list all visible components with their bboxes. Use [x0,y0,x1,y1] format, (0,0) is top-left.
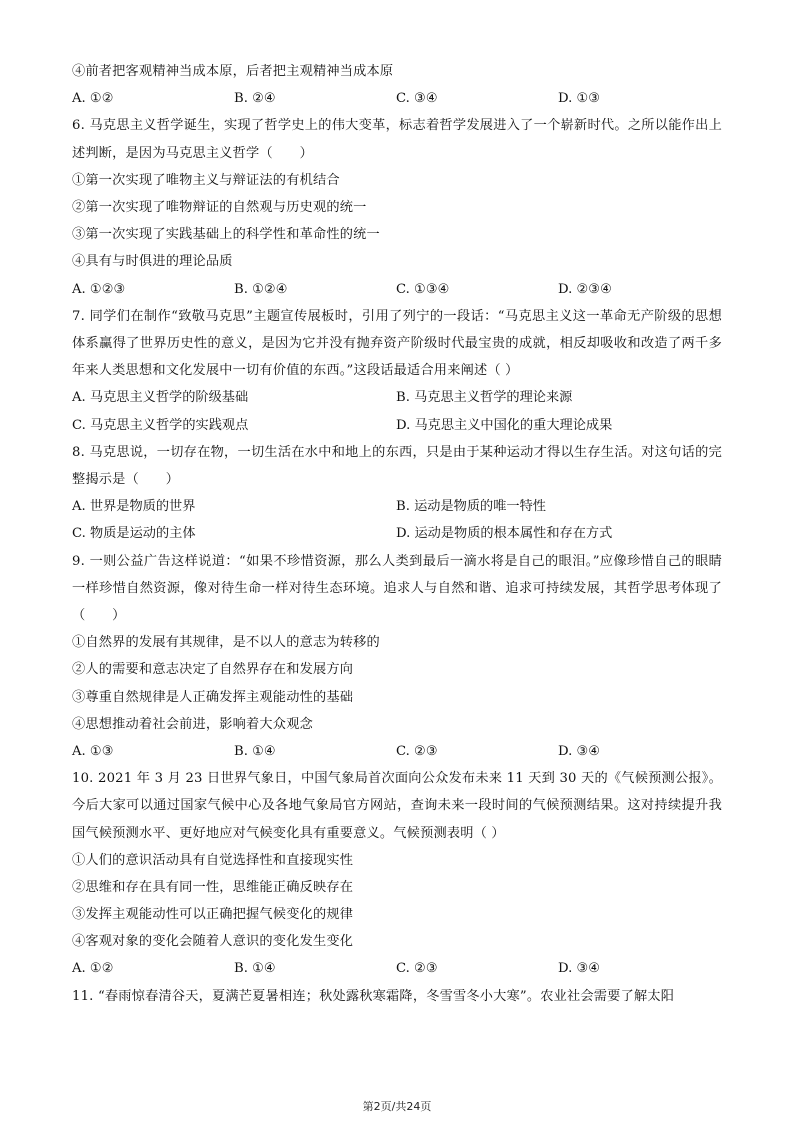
q10-stem: 10. 2021 年 3 月 23 日世界气象日，中国气象局首次面向公众发布未来 11 天到 30 天的《气候预测公报》。今后大家可以通过国家气候中心及各地气象局官方网站，查询未来一段时间的气候预测结果。这对持续提升我国气候预测水平、更好地应对气候变化具有重要意义。气候预测表明（ ） [72,771,722,841]
q6-option-a: A. ①②③ [72,281,126,297]
exam-page [72,58,722,1010]
q10-options [72,955,722,982]
q6-statement-3: ③第一次实现了实践基础上的科学性和革命性的统一 [72,227,380,243]
q6-option-b: B. ①②④ [234,281,288,297]
q9-option-a: A. ①③ [72,743,114,759]
q9-option-c: C. ②③ [396,743,438,759]
q8-option-d: D. 运动是物质的根本属性和存在方式 [396,526,613,542]
q9-statement-2: ②人的需要和意志决定了自然界存在和发展方向 [72,662,354,678]
q9-stem: 9. 一则公益广告这样说道：“如果不珍惜资源，那么人类到最后一滴水将是自己的眼泪。”应像珍惜自己的眼睛一样珍惜自然资源，像对待生命一样对待生态环境。追求人与自然和谐、追求可持续发展，其哲学思考体现了（ ） [72,553,722,623]
q5-option-b: B. ②④ [234,91,276,107]
q5-options [72,85,722,112]
q7-option-d: D. 马克思主义中国化的重大理论成果 [396,417,613,433]
q9-statement-1: ①自然界的发展有其规律，是不以人的意志为转移的 [72,635,380,651]
q10-statement-3: ③发挥主观能动性可以正确把握气候变化的规律 [72,907,354,923]
q10-statement-1: ①人们的意识活动具有自觉选择性和直接现实性 [72,852,354,868]
q5-option-a: A. ①② [72,91,114,107]
q7-option-c: C. 马克思主义哲学的实践观点 [72,417,249,433]
q5-option-d: D. ①③ [558,91,601,107]
q8-option-b: B. 运动是物质的唯一特性 [396,499,546,515]
q6-statement-4: ④具有与时俱进的理论品质 [72,254,233,270]
q6-statement-2: ②第一次实现了唯物辩证的自然观与历史观的统一 [72,199,367,215]
q7-options [72,384,722,438]
q6-option-d: D. ②③④ [558,281,612,297]
q7-option-a: A. 马克思主义哲学的阶级基础 [72,390,249,406]
q5-statement-4: ④前者把客观精神当成本原，后者把主观精神当成本原 [72,64,394,79]
q11-stem: 11. “春雨惊春清谷天，夏满芒夏暑相连；秋处露秋寒霜降，冬雪雪冬小大寒”。农业社会需要了解太阳 [72,988,675,1004]
q6-option-c: C. ①③④ [396,281,450,297]
q10-option-b: B. ①④ [234,961,276,977]
q8-options [72,493,722,547]
q7-option-b: B. 马克思主义哲学的理论来源 [396,390,573,406]
q8-option-a: A. 世界是物质的世界 [72,499,196,515]
q10-statement-2: ②思维和存在具有同一性，思维能正确反映存在 [72,879,354,895]
page-footer [0,1098,794,1114]
q8-stem: 8. 马克思说，一切存在物，一切生活在水中和地上的东西，只是由于某种运动才得以生存生活。对这句话的完整揭示是（ ） [72,444,722,487]
q10-option-c: C. ②③ [396,961,438,977]
q5-option-c: C. ③④ [396,91,438,107]
q10-option-a: A. ①② [72,961,114,977]
q9-statement-3: ③尊重自然规律是人正确发挥主观能动性的基础 [72,689,354,705]
q10-statement-4: ④客观对象的变化会随着人意识的变化发生变化 [72,934,354,950]
q7-stem: 7. 同学们在制作“致敬马克思”主题宣传展板时，引用了列宁的一段话：“马克思主义这一革命无产阶级的思想体系赢得了世界历史性的意义，是因为它并没有抛弃资产阶级时代最宝贵的成就，相反却吸收和改造了两千多年来人类思想和文化发展中一切有价值的东西。”这段话最适合用来阐述（ ） [72,308,722,379]
q6-statement-1: ①第一次实现了唯物主义与辩证法的有机结合 [72,172,340,188]
q10-option-d: D. ③④ [558,961,601,977]
q6-stem: 6. 马克思主义哲学诞生，实现了哲学史上的伟大变革，标志着哲学发展进入了一个崭新时代。之所以能作出上述判断，是因为马克思主义哲学（ ） [72,118,722,161]
q9-statement-4: ④思想推动着社会前进，影响着大众观念 [72,716,313,732]
page-number-label: 第2页/共24页 [362,1100,432,1113]
q9-option-b: B. ①④ [234,743,276,759]
q8-option-c: C. 物质是运动的主体 [72,526,196,542]
q6-options [72,276,722,303]
q9-options [72,738,722,765]
q9-option-d: D. ③④ [558,743,601,759]
